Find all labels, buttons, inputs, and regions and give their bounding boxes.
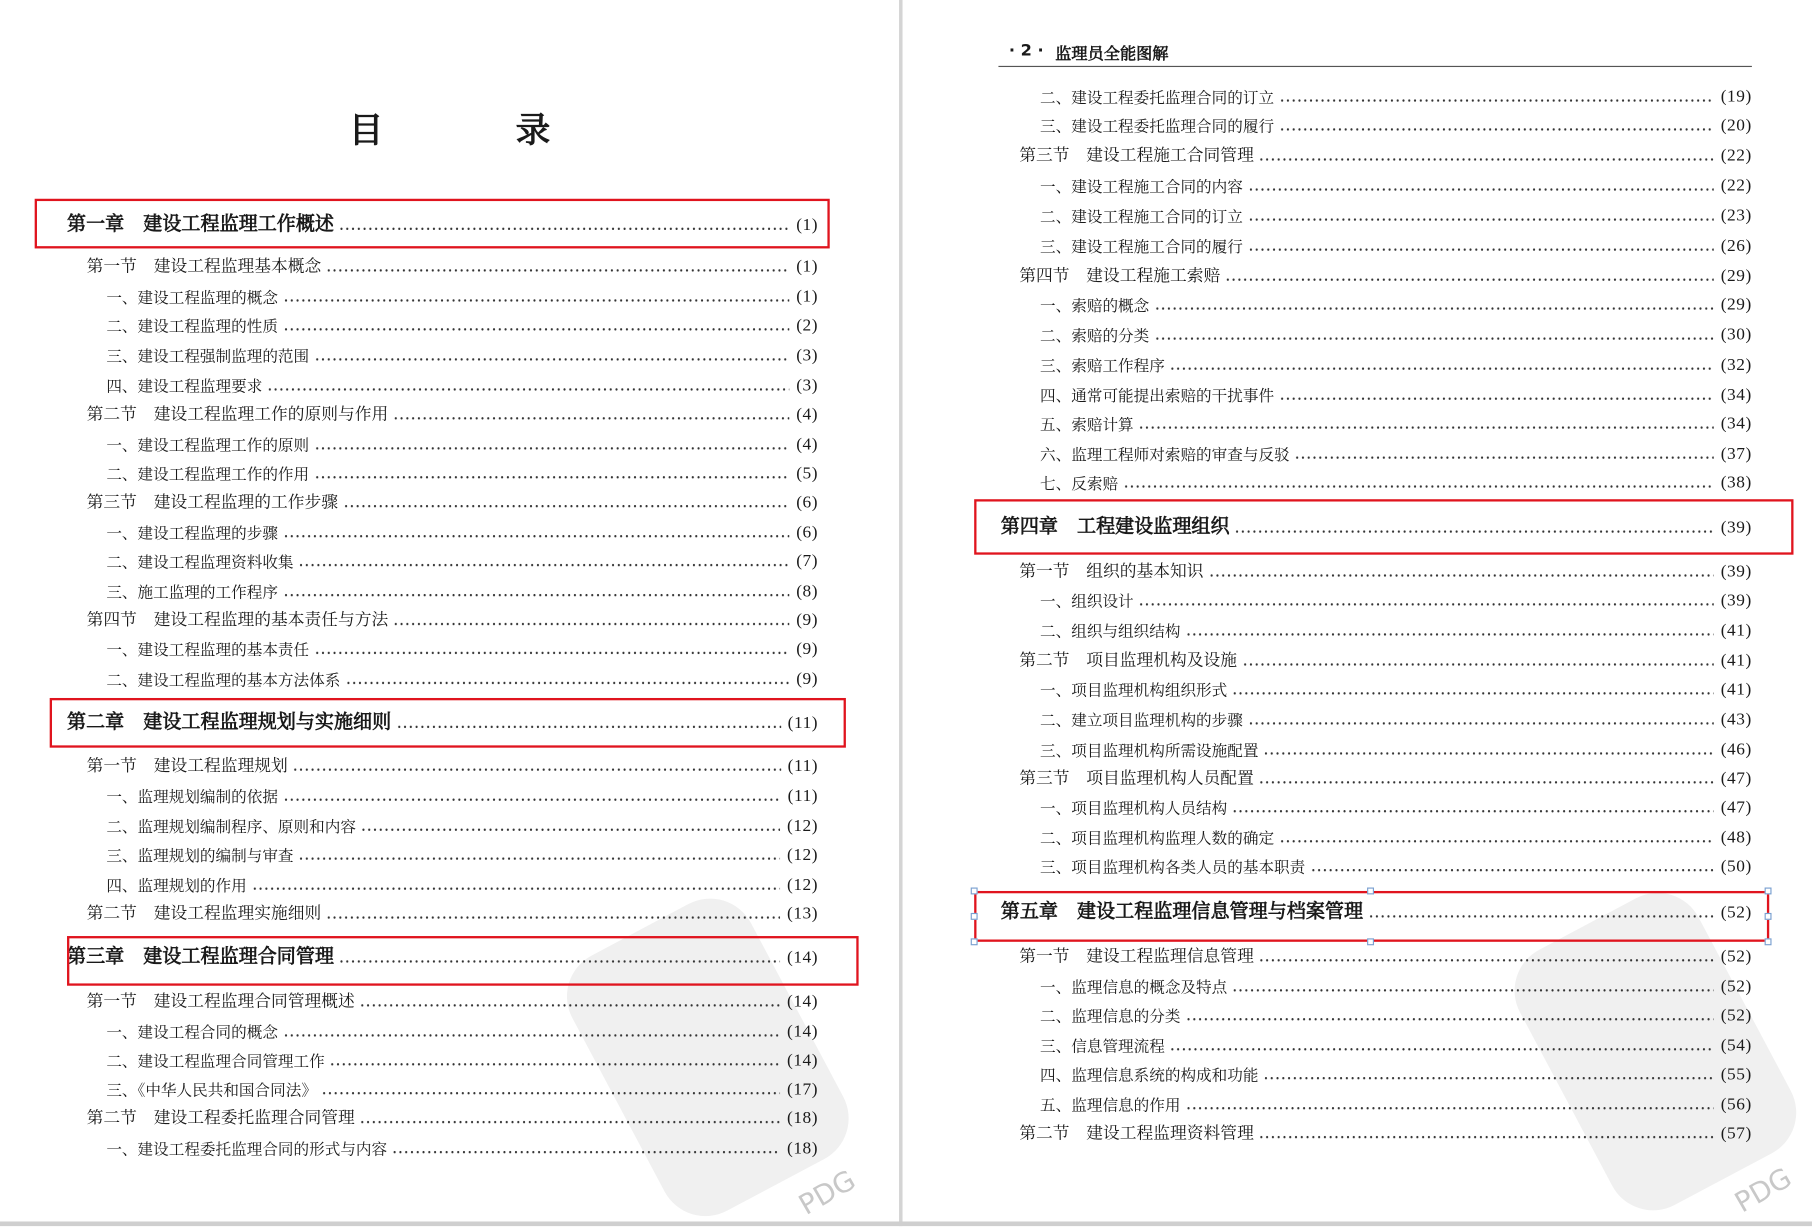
- entry-title: 第一章 建设工程监理工作概述: [67, 212, 334, 235]
- entry-title: 三、《中华人民共和国合同法》: [106, 1081, 317, 1101]
- entry-page-number: (14): [786, 948, 819, 968]
- toc-section-entry: [1019, 764, 1752, 789]
- running-head-rule: [998, 66, 1751, 67]
- chapter-highlight-box: [974, 499, 1793, 554]
- toc-item-entry: [1040, 616, 1752, 641]
- dot-leader: [1185, 1018, 1714, 1020]
- entry-title: 一、项目监理机构组织形式: [1040, 681, 1228, 701]
- entry-page-number: (19): [1720, 87, 1752, 107]
- selection-resize-handle[interactable]: [1765, 938, 1772, 945]
- entry-title: 三、索赔工作程序: [1040, 357, 1165, 376]
- entry-title: 三、信息管理流程: [1040, 1037, 1165, 1057]
- dot-leader: [1247, 248, 1713, 250]
- entry-page-number: (37): [1720, 444, 1752, 464]
- toc-item-entry: [1040, 586, 1752, 611]
- entry-page-number: (43): [1720, 710, 1752, 730]
- toc-item-entry: [106, 811, 818, 836]
- entry-page-number: (9): [796, 670, 819, 689]
- toc-item-entry: [1040, 350, 1752, 375]
- entry-title: 二、建设工程监理的性质: [106, 317, 278, 337]
- entry-title: 二、建设工程监理工作的作用: [106, 465, 310, 485]
- entry-title: 一、建设工程监理的步骤: [106, 524, 278, 544]
- entry-page-number: (23): [1720, 206, 1752, 226]
- entry-title: 第五章 建设工程监理信息管理与档案管理: [1000, 900, 1364, 923]
- toc-item-entry: [1040, 409, 1752, 434]
- entry-page-number: (3): [796, 346, 819, 366]
- dot-leader: [283, 799, 781, 801]
- entry-page-number: (3): [796, 376, 819, 396]
- chapter-highlight-box: [50, 698, 846, 748]
- dot-leader: [283, 299, 790, 301]
- toc-section-entry: [1019, 261, 1752, 286]
- toc-item-entry: [106, 430, 818, 455]
- dot-leader: [1279, 99, 1714, 101]
- toc-title: 目 录: [348, 110, 611, 152]
- entry-title: 第二节 建设工程监理实施细则: [86, 904, 322, 924]
- entry-title: 一、项目监理机构人员结构: [1040, 799, 1228, 819]
- entry-page-number: (29): [1720, 295, 1752, 315]
- entry-page-number: (41): [1720, 621, 1752, 641]
- viewer-bottom-edge: [0, 1221, 1812, 1226]
- toc-item-entry: [1040, 823, 1752, 848]
- dot-leader: [298, 564, 789, 566]
- entry-page-number: (12): [786, 875, 819, 895]
- entry-page-number: (41): [1720, 651, 1752, 671]
- entry-page-number: (47): [1720, 769, 1752, 789]
- entry-title: 三、项目监理机构所需设施配置: [1040, 741, 1259, 761]
- entry-page-number: (39): [1720, 562, 1752, 582]
- toc-item-entry: [106, 1134, 818, 1159]
- entry-page-number: (12): [786, 845, 819, 865]
- toc-item-entry: [1040, 1001, 1752, 1026]
- dot-leader: [283, 328, 790, 330]
- dot-leader: [1154, 307, 1714, 309]
- entry-title: 六、监理工程师对索赔的审查与反驳: [1040, 446, 1290, 465]
- dot-leader: [292, 768, 780, 770]
- dot-leader: [1279, 840, 1714, 842]
- entry-title: 第四节 建设工程施工索赔: [1019, 266, 1221, 286]
- toc-item-entry: [106, 518, 818, 543]
- toc-item-entry: [1040, 290, 1752, 315]
- dot-leader: [283, 535, 790, 537]
- dot-leader: [283, 1034, 780, 1036]
- dot-leader: [359, 1004, 780, 1006]
- entry-page-number: (6): [796, 493, 819, 512]
- watermark-text-left: PDG: [793, 1163, 862, 1222]
- entry-title: 第一节 建设工程监理合同管理概述: [86, 992, 355, 1012]
- entry-title: 二、建设工程委托监理合同的订立: [1040, 88, 1275, 108]
- entry-title: 二、项目监理机构监理人数的确定: [1040, 829, 1275, 849]
- toc-item-entry: [1040, 1090, 1752, 1115]
- entry-page-number: (39): [1720, 518, 1752, 538]
- toc-section-entry: [1019, 646, 1752, 671]
- dot-leader: [1258, 781, 1713, 783]
- dot-leader: [251, 888, 780, 890]
- dot-leader: [1258, 158, 1713, 160]
- toc-section-entry: [1019, 557, 1752, 582]
- entry-page-number: (22): [1720, 176, 1752, 196]
- dot-leader: [1154, 337, 1714, 339]
- toc-item-entry: [1040, 675, 1752, 700]
- selection-resize-handle[interactable]: [971, 938, 978, 945]
- entry-page-number: (2): [796, 316, 819, 336]
- toc-item-entry: [106, 664, 818, 689]
- entry-page-number: (50): [1720, 857, 1752, 876]
- dot-leader: [392, 1151, 780, 1153]
- entry-page-number: (52): [1720, 947, 1752, 967]
- entry-title: 七、反索赔: [1040, 474, 1119, 494]
- chapter-highlight-box: [974, 891, 1769, 942]
- entry-page-number: (18): [786, 1139, 819, 1158]
- dot-leader: [1279, 398, 1714, 400]
- dot-leader: [1258, 1136, 1713, 1138]
- toc-item-entry: [1040, 735, 1752, 760]
- entry-title: 第二节 建设工程监理工作的原则与作用: [86, 405, 389, 425]
- entry-title: 二、组织与组织结构: [1040, 622, 1181, 642]
- toc-item-entry: [1040, 82, 1752, 107]
- entry-title: 一、建设工程监理工作的原则: [106, 436, 310, 456]
- selection-resize-handle[interactable]: [971, 888, 978, 895]
- entry-page-number: (52): [1720, 977, 1752, 997]
- toc-item-entry: [106, 282, 818, 307]
- entry-page-number: (54): [1720, 1036, 1752, 1056]
- entry-page-number: (17): [786, 1080, 819, 1099]
- dot-leader: [1247, 188, 1713, 190]
- dot-leader: [326, 916, 780, 918]
- dot-leader: [1310, 869, 1714, 871]
- entry-page-number: (55): [1720, 1065, 1752, 1084]
- entry-title: 一、建设工程监理的概念: [106, 288, 278, 308]
- dot-leader: [329, 1063, 780, 1065]
- entry-title: 一、建设工程监理的基本责任: [106, 641, 310, 660]
- dot-leader: [1242, 663, 1714, 665]
- dot-leader: [1169, 1048, 1713, 1050]
- entry-page-number: (7): [796, 552, 819, 571]
- entry-page-number: (20): [1720, 116, 1752, 136]
- toc-item-entry: [1040, 380, 1752, 405]
- entry-page-number: (38): [1720, 473, 1752, 493]
- toc-section-entry: [87, 488, 818, 513]
- entry-title: 三、施工监理的工作程序: [106, 583, 278, 603]
- toc-item-entry: [1040, 468, 1752, 493]
- entry-page-number: (6): [796, 523, 819, 542]
- entry-page-number: (11): [787, 756, 819, 776]
- entry-title: 一、监理信息的概念及特点: [1040, 978, 1228, 998]
- selection-resize-handle[interactable]: [1367, 938, 1374, 945]
- toc-section-entry: [87, 252, 818, 277]
- dot-leader: [1232, 989, 1714, 991]
- dot-leader: [1208, 574, 1714, 576]
- dot-leader: [345, 682, 789, 684]
- entry-title: 二、建设工程监理合同管理工作: [106, 1052, 325, 1072]
- toc-item-entry: [106, 577, 818, 602]
- toc-section-entry: [87, 987, 818, 1012]
- dot-leader: [1185, 633, 1714, 635]
- toc-item-entry: [106, 371, 818, 396]
- entry-title: 一、建设工程委托监理合同的形式与内容: [106, 1140, 388, 1160]
- toc-item-entry: [1040, 1031, 1752, 1056]
- toc-item-entry: [106, 1046, 818, 1071]
- selection-resize-handle[interactable]: [1765, 913, 1772, 920]
- entry-page-number: (56): [1720, 1095, 1752, 1114]
- dot-leader: [1185, 1107, 1714, 1109]
- entry-title: 第一节 组织的基本知识: [1019, 562, 1204, 582]
- entry-title: 二、建设工程施工合同的订立: [1040, 208, 1243, 227]
- entry-title: 四、通常可能提出索赔的干扰事件: [1040, 387, 1275, 406]
- entry-title: 第二章 建设工程监理规划与实施细则: [67, 710, 392, 733]
- toc-section-entry: [87, 899, 818, 924]
- dot-leader: [298, 857, 780, 859]
- entry-page-number: (46): [1720, 740, 1752, 760]
- entry-title: 四、监理信息系统的构成和功能: [1040, 1066, 1259, 1086]
- watermark-text-right: PDG: [1729, 1161, 1798, 1220]
- toc-item-entry: [106, 634, 818, 659]
- dot-leader: [314, 358, 790, 360]
- dot-leader: [267, 388, 789, 390]
- entry-title: 一、建设工程合同的概念: [106, 1023, 278, 1043]
- entry-page-number: (26): [1720, 236, 1752, 256]
- toc-item-entry: [106, 547, 818, 572]
- entry-title: 三、建设工程强制监理的范围: [106, 347, 310, 367]
- toc-item-entry: [106, 341, 818, 366]
- entry-title: 第二节 建设工程委托监理合同管理: [86, 1109, 355, 1128]
- entry-page-number: (52): [1720, 903, 1752, 923]
- dot-leader: [1225, 278, 1714, 280]
- toc-item-entry: [1040, 201, 1752, 226]
- entry-page-number: (32): [1720, 355, 1752, 375]
- entry-page-number: (5): [796, 464, 819, 484]
- entry-page-number: (1): [796, 257, 819, 277]
- dot-leader: [1258, 959, 1713, 961]
- entry-page-number: (14): [786, 1022, 819, 1042]
- toc-item-entry: [106, 781, 818, 806]
- dot-leader: [283, 594, 790, 596]
- entry-title: 一、索赔的概念: [1040, 296, 1150, 316]
- entry-page-number: (9): [796, 640, 819, 659]
- entry-page-number: (11): [787, 786, 819, 806]
- entry-title: 第三节 建设工程监理的工作步骤: [86, 493, 339, 512]
- selection-resize-handle[interactable]: [1367, 888, 1374, 895]
- entry-title: 三、项目监理机构各类人员的基本职责: [1040, 858, 1306, 878]
- dot-leader: [1138, 426, 1713, 428]
- entry-title: 第三节 项目监理机构人员配置: [1019, 769, 1254, 789]
- entry-title: 第四章 工程建设监理组织: [1000, 515, 1230, 538]
- dot-leader: [1232, 692, 1714, 694]
- entry-title: 五、监理信息的作用: [1040, 1096, 1181, 1116]
- toc-section-entry: [87, 751, 818, 776]
- entry-title: 一、建设工程施工合同的内容: [1040, 177, 1243, 197]
- toc-section-entry: [87, 1104, 818, 1129]
- toc-item-entry: [1040, 1060, 1752, 1085]
- toc-item-entry: [1040, 439, 1752, 464]
- dot-leader: [314, 447, 790, 449]
- chapter-highlight-box: [67, 936, 859, 986]
- toc-item-entry: [106, 459, 818, 484]
- entry-page-number: (18): [786, 1109, 819, 1128]
- entry-title: 二、建设工程监理的基本方法体系: [106, 671, 341, 690]
- entry-page-number: (57): [1720, 1124, 1752, 1143]
- entry-page-number: (29): [1720, 266, 1752, 286]
- dot-leader: [359, 1121, 780, 1123]
- entry-page-number: (41): [1720, 680, 1752, 700]
- entry-page-number: (14): [786, 992, 819, 1012]
- toc-section-entry: [87, 400, 818, 425]
- entry-title: 第一节 建设工程监理信息管理: [1019, 947, 1254, 967]
- entry-title: 一、监理规划编制的依据: [106, 788, 278, 807]
- toc-section-entry: [1019, 942, 1752, 967]
- toc-item-entry: [1040, 852, 1752, 877]
- dot-leader: [326, 269, 789, 271]
- entry-title: 四、建设工程监理要求: [106, 377, 263, 397]
- entry-title: 第二节 项目监理机构及设施: [1019, 651, 1238, 671]
- toc-item-entry: [1040, 171, 1752, 196]
- entry-page-number: (14): [786, 1051, 819, 1071]
- entry-page-number: (22): [1720, 146, 1752, 166]
- dot-leader: [1169, 367, 1713, 369]
- dot-leader: [1123, 485, 1714, 487]
- entry-title: 二、建设工程监理资料收集: [106, 553, 294, 573]
- selection-resize-handle[interactable]: [971, 913, 978, 920]
- toc-item-entry: [106, 870, 818, 895]
- entry-title: 一、组织设计: [1040, 592, 1134, 612]
- dot-leader: [314, 476, 790, 478]
- entry-page-number: (34): [1720, 414, 1752, 434]
- entry-page-number: (34): [1720, 385, 1752, 405]
- entry-title: 第二节 建设工程监理资料管理: [1019, 1124, 1254, 1143]
- dot-leader: [322, 1092, 780, 1094]
- running-head-page-number: · 2 ·: [1008, 41, 1044, 61]
- toc-item-entry: [106, 1075, 818, 1100]
- toc-item-entry: [1040, 793, 1752, 818]
- entry-page-number: (48): [1720, 828, 1752, 848]
- entry-title: 四、监理规划的作用: [106, 877, 247, 896]
- dot-leader: [1247, 722, 1713, 724]
- entry-title: 二、建立项目监理机构的步骤: [1040, 711, 1243, 731]
- entry-page-number: (30): [1720, 325, 1752, 345]
- entry-title: 第一节 建设工程监理基本概念: [86, 257, 322, 277]
- entry-title: 五、索赔计算: [1040, 416, 1134, 435]
- chapter-highlight-box: [35, 199, 830, 249]
- entry-title: 二、监理规划编制程序、原则和内容: [106, 818, 356, 837]
- dot-leader: [1263, 1077, 1714, 1079]
- entry-page-number: (1): [796, 287, 819, 307]
- running-head: [1009, 42, 1169, 65]
- dot-leader: [314, 652, 790, 654]
- toc-item-entry: [1040, 972, 1752, 997]
- entry-title: 三、建设工程委托监理合同的履行: [1040, 117, 1275, 137]
- entry-page-number: (11): [787, 714, 819, 733]
- entry-title: 二、索赔的分类: [1040, 327, 1150, 346]
- entry-page-number: (12): [786, 817, 819, 836]
- toc-item-entry: [106, 840, 818, 865]
- entry-page-number: (39): [1720, 591, 1752, 611]
- toc-item-entry: [106, 311, 818, 336]
- toc-section-entry: [1019, 1119, 1752, 1144]
- entry-page-number: (9): [796, 611, 819, 630]
- entry-page-number: (47): [1720, 798, 1752, 818]
- entry-page-number: (52): [1720, 1006, 1752, 1026]
- entry-title: 第四节 建设工程监理的基本责任与方法: [86, 611, 389, 630]
- toc-item-entry: [1040, 111, 1752, 136]
- toc-item-entry: [1040, 320, 1752, 345]
- entry-page-number: (8): [796, 582, 819, 601]
- entry-page-number: (4): [796, 405, 819, 425]
- entry-title: 三、监理规划的编制与审查: [106, 847, 294, 866]
- entry-title: 第一节 建设工程监理规划: [86, 756, 288, 776]
- entry-page-number: (13): [786, 904, 819, 924]
- dot-leader: [343, 505, 790, 507]
- entry-title: 三、建设工程施工合同的履行: [1040, 238, 1243, 257]
- toc-section-entry: [1019, 141, 1752, 166]
- entry-page-number: (4): [796, 435, 819, 455]
- entry-title: 第三章 建设工程监理合同管理: [67, 945, 334, 968]
- dot-leader: [1279, 128, 1714, 130]
- dot-leader: [393, 417, 789, 419]
- dot-leader: [361, 829, 780, 831]
- toc-item-entry: [106, 1017, 818, 1042]
- dot-leader: [1294, 456, 1713, 458]
- running-head-book-title: 监理员全能图解: [1055, 45, 1169, 64]
- entry-page-number: (1): [796, 216, 819, 235]
- dot-leader: [393, 623, 789, 625]
- toc-item-entry: [1040, 705, 1752, 730]
- toc-section-entry: [87, 606, 818, 631]
- entry-title: 第三节 建设工程施工合同管理: [1019, 146, 1254, 166]
- dot-leader: [1232, 810, 1714, 812]
- dot-leader: [1247, 218, 1713, 220]
- dot-leader: [1138, 603, 1713, 605]
- entry-title: 二、监理信息的分类: [1040, 1007, 1181, 1027]
- selection-resize-handle[interactable]: [1765, 888, 1772, 895]
- toc-item-entry: [1040, 231, 1752, 256]
- dot-leader: [1263, 752, 1714, 754]
